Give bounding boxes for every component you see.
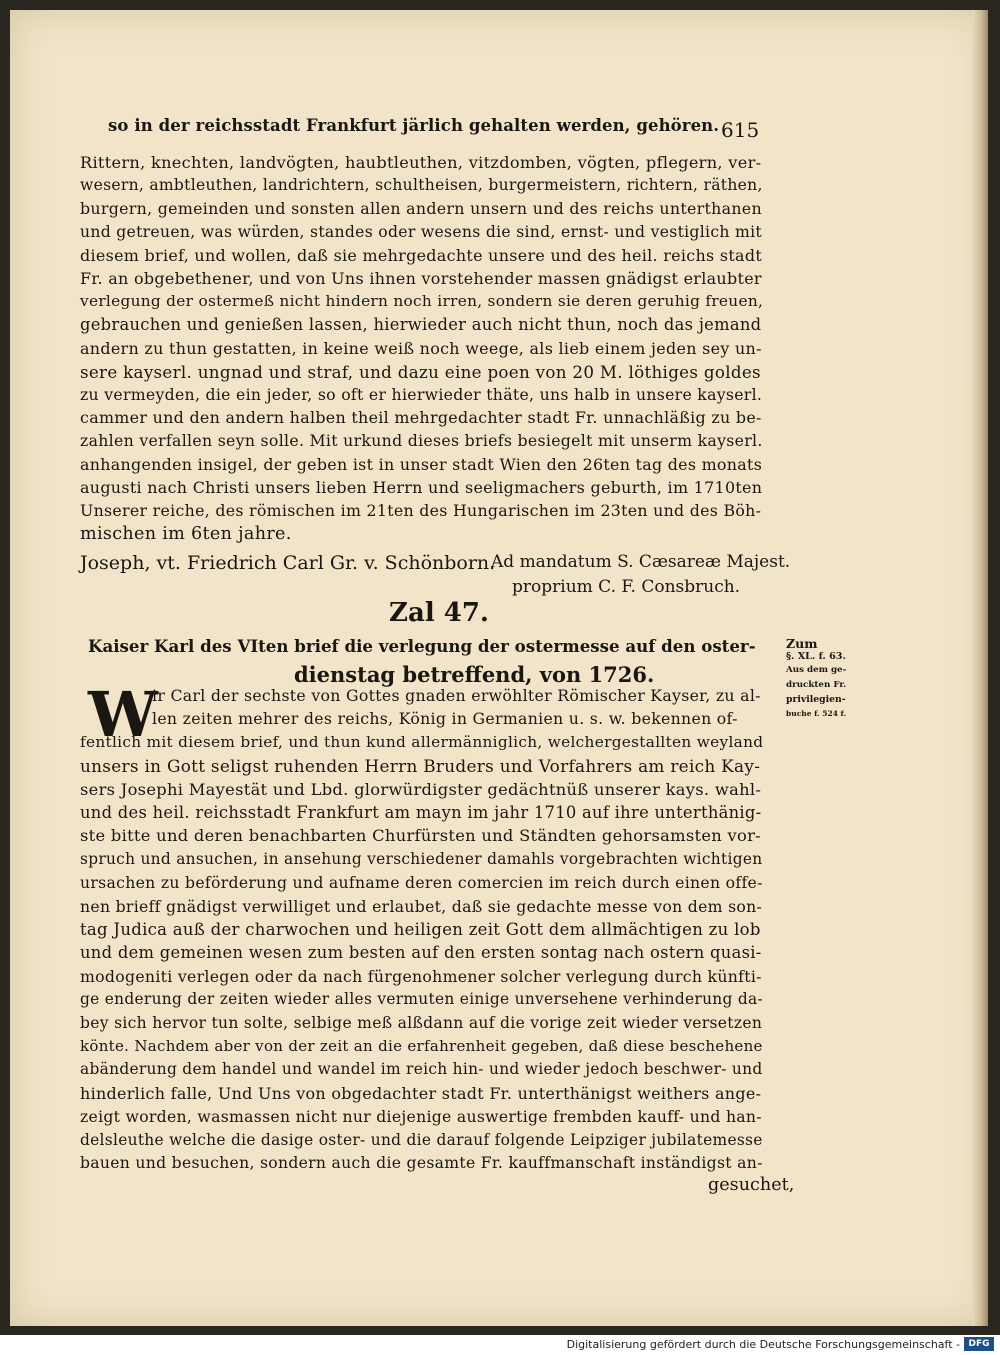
- text-line: gebrauchen und genießen lassen, hierwieder auch nicht thun, noch das jemand: [80, 315, 762, 335]
- margin-note-line: Zum: [786, 636, 818, 651]
- text-line: spruch und ansuchen, in ansehung verschiedener damahls vorgebrachten wichtigen: [80, 849, 763, 868]
- text-line: ursachen zu beförderung und aufname deren comercien im reich durch einen offe-: [80, 873, 763, 893]
- text-line: bey sich hervor tun solte, selbige meß alßdann auf die vorige zeit wieder versetzen: [80, 1013, 763, 1032]
- text-line: nen brieff gnädigst verwilliget und erlaubet, daß sie gedachte messe von dem son-: [80, 896, 763, 916]
- margin-note-line: druckten Fr.: [786, 679, 847, 690]
- text-line: diesem brief, und wollen, daß sie mehrgedachte unsere und des heil. reichs stadt: [80, 245, 763, 265]
- page-edge: [972, 10, 988, 1326]
- text-line: bauen und besuchen, sondern auch die gesamte Fr. kauffmanschaft inständigst an-: [80, 1154, 763, 1172]
- signature-left: Joseph, vt. Friedrich Carl Gr. v. Schönborn.: [80, 552, 496, 574]
- text-line: cammer und den andern halben theil mehrgedachter stadt Fr. unnachläßig zu be-: [80, 408, 762, 428]
- text-line: ste bitte und deren benachbarten Churfürsten und Ständten gehorsamsten vor-: [80, 826, 761, 846]
- signature-countersign: proprium C. F. Consbruch.: [512, 577, 741, 597]
- text-line: Rittern, knechten, landvögten, haubtleuthen, vitzdomben, vögten, pflegern, ver-: [80, 153, 762, 172]
- text-line: könte. Nachdem aber von der zeit an die erfahrenheit gegeben, daß diese beschehene: [80, 1037, 763, 1055]
- text-line: delsleuthe welche die dasige oster- und die darauf folgende Leipziger jubilatemesse: [80, 1130, 763, 1149]
- page-number: 615: [721, 118, 760, 142]
- text-line: modogeniti verlegen oder da nach fürgenohmener solcher verlegung durch künfti-: [80, 966, 762, 986]
- section-title-line-1: Kaiser Karl des VIten brief die verlegung der ostermesse auf den oster-: [88, 636, 756, 656]
- text-line: andern zu thun gestatten, in keine weiß noch weege, als lieb einem jeden sey un-: [80, 338, 762, 358]
- text-line: fentlich mit diesem brief, und thun kund allermänniglich, welchergestallten weyland: [80, 732, 764, 751]
- catchword: gesuchet,: [708, 1175, 795, 1195]
- text-line: augusti nach Christi unsers lieben Herrn und seeligmachers geburth, im 1710ten: [80, 477, 763, 497]
- margin-note-line: §. XL. f. 63.: [786, 650, 846, 662]
- text-line: len zeiten mehrer des reichs, König in Germanien u. s. w. bekennen of-: [152, 709, 738, 729]
- text-line: ir Carl der sechste von Gottes gnaden erwöhlter Römischer Kayser, zu al-: [152, 686, 761, 705]
- section-number: Zal 47.: [389, 598, 489, 628]
- margin-note-line: buche f. 524 f.: [786, 708, 847, 718]
- text-line: sere kayserl. ungnad und straf, und dazu eine poen von 20 M. löthiges goldes: [80, 361, 761, 382]
- text-line: Fr. an obgebethener, und von Uns ihnen vorstehender massen gnädigst erlaubter: [80, 269, 762, 288]
- text-line: burgern, gemeinden und sonsten allen andern unsern und des reichs unterthanen: [80, 199, 762, 219]
- text-line: tag Judica auß der charwochen und heiligen zeit Gott dem allmächtigen zu lob: [80, 920, 761, 939]
- text-line: Unserer reiche, des römischen im 21ten des Hungarischen im 23ten und des Böh-: [80, 501, 762, 520]
- margin-note-line: privilegien-: [786, 694, 846, 705]
- text-line: und des heil. reichsstadt Frankfurt am mayn im jahr 1710 auf ihre unterthänig-: [80, 803, 762, 822]
- text-line: mischen im 6ten jahre.: [80, 524, 292, 545]
- text-line: ge enderung der zeiten wieder alles vermuten einige unversehene verhinderung da-: [80, 990, 763, 1009]
- text-line: zahlen verfallen seyn solle. Mit urkund dieses briefs besiegelt mit unserm kayserl.: [80, 431, 763, 451]
- footer-credit: Digitalisierung gefördert durch die Deutsche Forschungsgemeinschaft -: [566, 1338, 960, 1351]
- section-title-line-2: dienstag betreffend, von 1726.: [294, 662, 655, 687]
- text-line: unsers in Gott seligst ruhenden Herrn Bruders und Vorfahrers am reich Kay-: [80, 756, 761, 777]
- running-title: so in der reichsstadt Frankfurt järlich gehalten werden, gehören.: [108, 116, 720, 135]
- margin-note-line: Aus dem ge-: [786, 665, 847, 675]
- text-line: zeigt worden, wasmassen nicht nur diejenige auswertige frembden kauff- und han-: [80, 1107, 762, 1127]
- dfg-logo: DFG: [964, 1337, 994, 1351]
- text-line: wesern, ambtleuthen, landrichtern, schultheisen, burgermeistern, richtern, räthen,: [80, 176, 763, 195]
- text-line: und getreuen, was würden, standes oder wesens die sind, ernst- und vestiglich mit: [80, 222, 762, 241]
- signature-mandate: Ad mandatum S. Cæsareæ Majest.: [491, 552, 791, 572]
- text-line: zu vermeyden, die ein jeder, so oft er hierwieder thäte, uns halb in unsere kayserl.: [80, 385, 763, 404]
- drop-capital: W: [88, 678, 158, 751]
- text-line: anhangenden insigel, der geben ist in unser stadt Wien den 26ten tag des monats: [80, 454, 763, 474]
- text-line: verlegung der ostermeß nicht hindern noch irren, sondern sie deren geruhig freuen,: [80, 292, 764, 311]
- text-line: und dem gemeinen wesen zum besten auf den ersten sontag nach ostern quasi-: [80, 943, 762, 963]
- text-line: hinderlich falle, Und Uns von obgedachter stadt Fr. unterthänigst weithers ange-: [80, 1083, 762, 1103]
- text-line: abänderung dem handel und wandel im reich hin- und wieder jedoch beschwer- und: [80, 1060, 763, 1079]
- text-line: sers Josephi Mayestät und Lbd. glorwürdigster gedächtnüß unserer kays. wahl-: [80, 779, 762, 799]
